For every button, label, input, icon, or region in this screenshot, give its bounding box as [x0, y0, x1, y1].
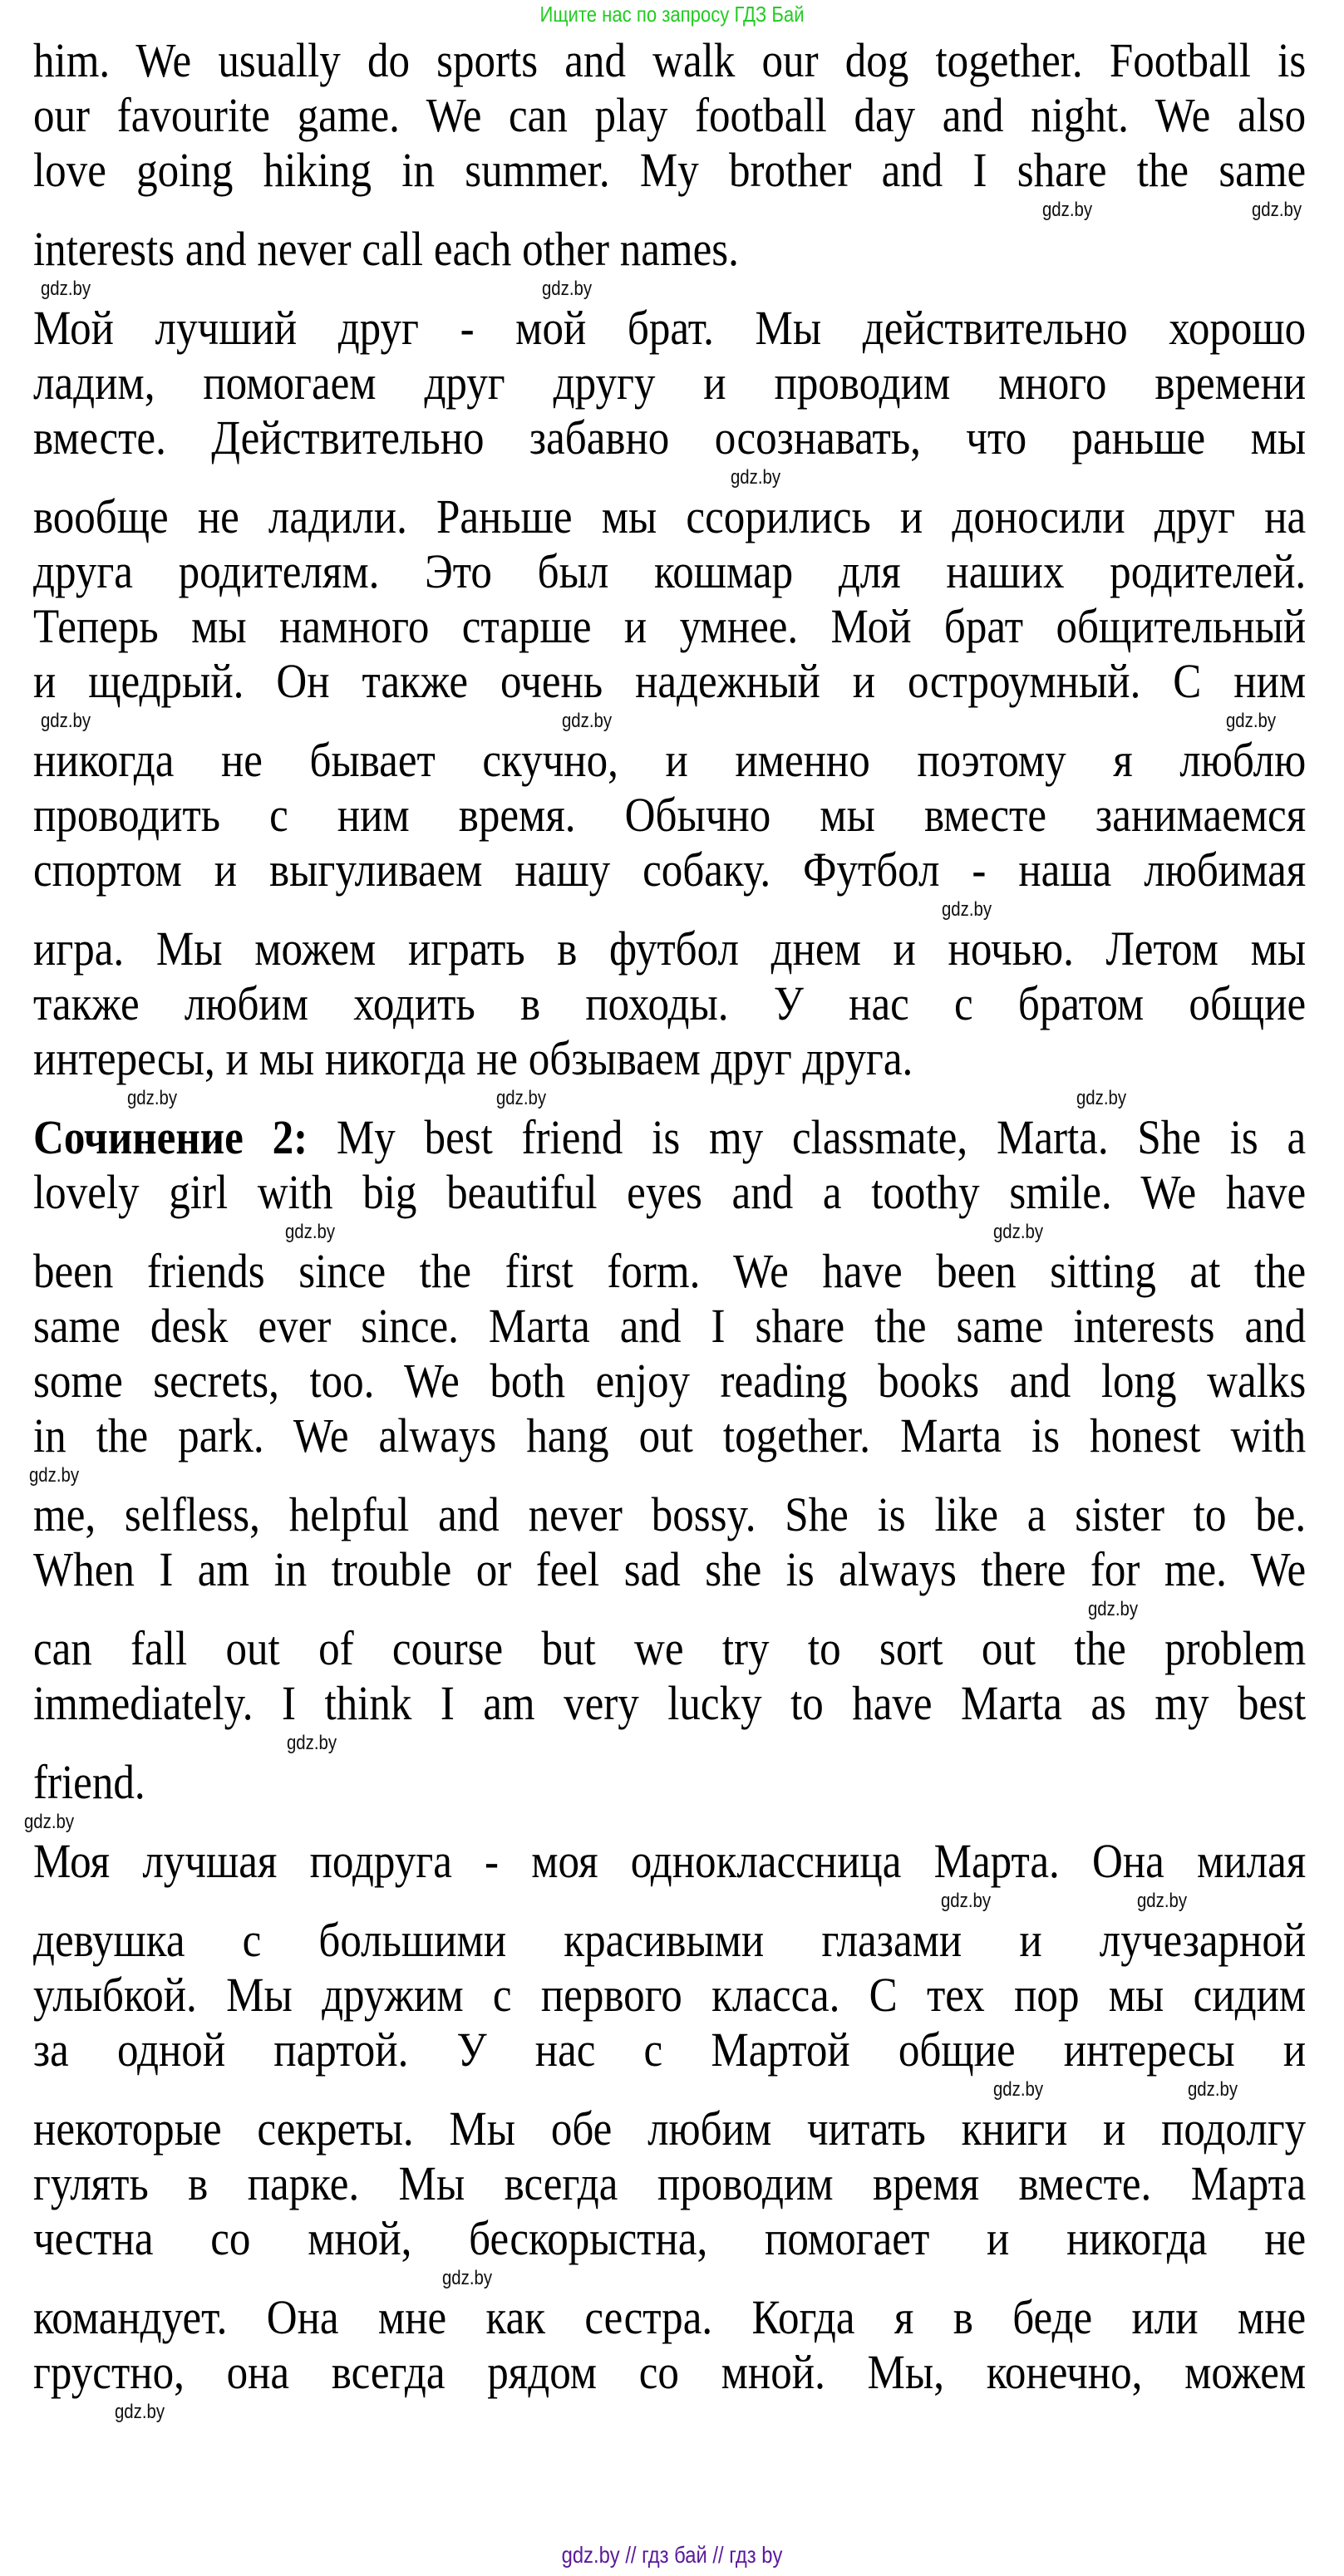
gdz-watermark: gdz.by — [1187, 2078, 1238, 2101]
gdz-watermark: gdz.by — [28, 1464, 80, 1487]
text-line: lovely girl with big beautiful eyes and a toothy smile. We have — [33, 1165, 1307, 1219]
text-line: Моя лучшая подруга - моя одноклассница Марта. Она милая — [33, 1834, 1307, 1888]
text-line: immediately. I think I am very lucky to have Marta as my best — [33, 1676, 1307, 1730]
line-text: My best friend is my classmate, Marta. She is a — [308, 1110, 1307, 1164]
text-line: ладим, помогаем друг другу и проводим много времени — [33, 356, 1307, 410]
gdz-watermark: gdz.by — [730, 466, 781, 489]
footer-watermark: gdz.by // гдз бай // гдз by — [561, 2542, 783, 2568]
text-line: been friends since the first form. We have been sitting at the — [33, 1244, 1307, 1298]
text-line: Мой лучший друг - мой брат. Мы действительно хорошо — [33, 301, 1307, 355]
text-line: вообще не ладили. Раньше мы ссорились и доносили друг на — [33, 489, 1307, 543]
gdz-watermark: gdz.by — [40, 710, 91, 732]
text-line: When I am in trouble or feel sad she is always there for me. We — [33, 1542, 1307, 1596]
gdz-watermark: gdz.by — [1251, 199, 1302, 221]
gdz-watermark: gdz.by — [941, 898, 992, 921]
text-line — [33, 1110, 1306, 1165]
text-line: same desk ever since. Marta and I share the same interests and — [33, 1299, 1307, 1353]
text-line: вместе. Действительно забавно осознавать, что раньше мы — [33, 410, 1307, 465]
text-line: за одной партой. У нас с Мартой общие интересы и — [33, 2023, 1307, 2077]
text-line: также любим ходить в походы. У нас с братом общие — [33, 976, 1307, 1030]
text-line: проводить с ним время. Обычно мы вместе занимаемся — [33, 788, 1307, 842]
essay-heading: Сочинение 2: — [33, 1110, 308, 1164]
gdz-watermark: gdz.by — [441, 2267, 493, 2289]
text-line: гулять в парке. Мы всегда проводим время вместе. Марта — [33, 2156, 1307, 2210]
text-line: love going hiking in summer. My brother and I share the same — [33, 143, 1307, 197]
text-line: спортом и выгуливаем нашу собаку. Футбол - наша любимая — [33, 843, 1307, 897]
text-line: interests and never call each other names. — [33, 222, 739, 276]
gdz-watermark: gdz.by — [126, 1087, 178, 1109]
gdz-watermark: gdz.by — [1136, 1890, 1188, 1912]
text-line: девушка с большими красивыми глазами и лучезарной — [33, 1913, 1307, 1967]
site-search-banner: Ищите нас по запросу ГДЗ Бай — [539, 2, 805, 27]
text-line: и щедрый. Он также очень надежный и остроумный. С ним — [33, 654, 1307, 708]
text-line: him. We usually do sports and walk our dog together. Football is — [33, 33, 1307, 87]
gdz-watermark: gdz.by — [1087, 1598, 1139, 1620]
text-line: грустно, она всегда рядом со мной. Мы, конечно, можем — [33, 2345, 1307, 2399]
text-line: командует. Она мне как сестра. Когда я в беде или мне — [33, 2290, 1307, 2344]
gdz-watermark: gdz.by — [992, 2078, 1044, 2101]
text-line: интересы, и мы никогда не обзываем друг друга. — [33, 1031, 913, 1085]
gdz-watermark: gdz.by — [23, 1811, 75, 1833]
gdz-watermark: gdz.by — [541, 278, 593, 300]
text-line: friend. — [33, 1755, 145, 1809]
text-line: улыбкой. Мы дружим с первого класса. С тех пор мы сидим — [33, 1968, 1307, 2022]
text-line: честна со мной, бескорыстна, помогает и никогда не — [33, 2211, 1307, 2265]
text-line: in the park. We always hang out together. Marta is honest with — [33, 1408, 1307, 1463]
gdz-watermark: gdz.by — [495, 1087, 547, 1109]
text-line: our favourite game. We can play football day and night. We also — [33, 88, 1307, 142]
text-line: игра. Мы можем играть в футбол днем и ночью. Летом мы — [33, 922, 1307, 976]
gdz-watermark: gdz.by — [1225, 710, 1277, 732]
text-line: друга родителям. Это был кошмар для наших родителей. — [33, 544, 1307, 598]
gdz-watermark: gdz.by — [561, 710, 613, 732]
gdz-watermark: gdz.by — [992, 1221, 1044, 1243]
gdz-watermark: gdz.by — [1041, 199, 1093, 221]
gdz-watermark: gdz.by — [40, 278, 91, 300]
text-line: me, selfless, helpful and never bossy. She is like a sister to be. — [33, 1487, 1307, 1541]
gdz-watermark: gdz.by — [284, 1221, 336, 1243]
gdz-watermark: gdz.by — [114, 2401, 165, 2423]
text-line: никогда не бывает скучно, и именно поэтому я люблю — [33, 733, 1307, 787]
text-line: some secrets, too. We both enjoy reading books and long walks — [33, 1354, 1307, 1408]
text-line: Теперь мы намного старше и умнее. Мой брат общительный — [33, 599, 1307, 653]
gdz-watermark: gdz.by — [940, 1890, 992, 1912]
text-line: некоторые секреты. Мы обе любим читать книги и подолгу — [33, 2102, 1307, 2156]
gdz-watermark: gdz.by — [1076, 1087, 1127, 1109]
text-line: can fall out of course but we try to sort out the problem — [33, 1621, 1307, 1675]
gdz-watermark: gdz.by — [286, 1732, 337, 1754]
